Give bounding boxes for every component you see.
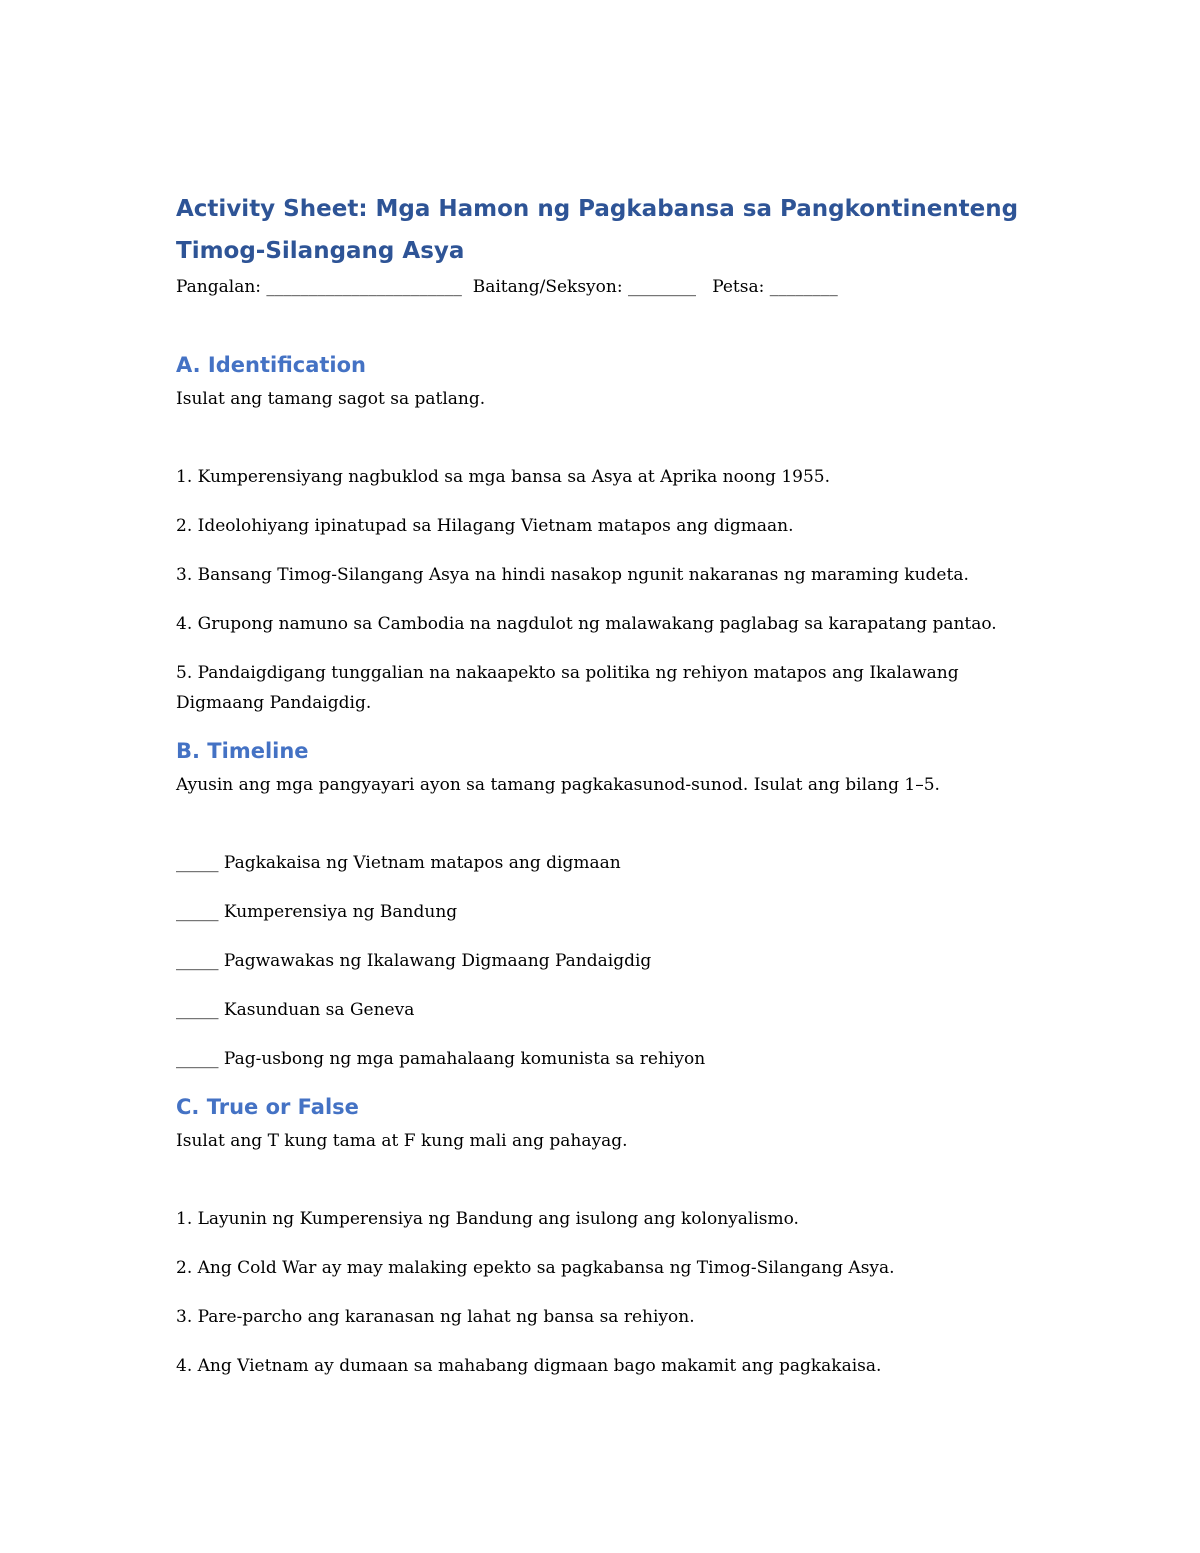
section-identification [176, 350, 1026, 718]
section-instruction: Isulat ang tamang sagot sa patlang. [176, 389, 486, 409]
student-info-line: Pangalan: _______________________ Baitang/Seksyon: ________ Petsa: ________ [176, 277, 838, 297]
list-item: 2. Ideolohiyang ipinatupad sa Hilagang Vietnam matapos ang digmaan. [176, 516, 794, 536]
section-timeline [176, 736, 1026, 1074]
list-item: 5. Pandaigdigang tunggalian na nakaapekto sa politika ng rehiyon matapos ang Ikalawang Digmaang Pandaigdig. [176, 663, 959, 713]
list-item: 3. Pare-parcho ang karanasan ng lahat ng bansa sa rehiyon. [176, 1307, 695, 1327]
section-instruction: Isulat ang T kung tama at F kung mali ang pahayag. [176, 1131, 628, 1151]
section-heading: B. Timeline [176, 739, 309, 763]
list-item: 1. Layunin ng Kumperensiya ng Bandung ang isulong ang kolonyalismo. [176, 1209, 799, 1229]
list-item: 3. Bansang Timog-Silangang Asya na hindi nasakop ngunit nakaranas ng maraming kudeta. [176, 565, 969, 585]
list-item: 4. Ang Vietnam ay dumaan sa mahabang digmaan bago makamit ang pagkakaisa. [176, 1356, 882, 1376]
list-item: 1. Kumperensiyang nagbuklod sa mga bansa sa Asya at Aprika noong 1955. [176, 467, 830, 487]
list-item: _____ Pagwawakas ng Ikalawang Digmaang Pandaigdig [176, 951, 652, 971]
document-title: Activity Sheet: Mga Hamon ng Pagkabansa sa Pangkontinenteng Timog-Silangang Asya [176, 196, 1019, 264]
list-item: _____ Pag-usbong ng mga pamahalaang komunista sa rehiyon [176, 1049, 706, 1069]
section-instruction: Ayusin ang mga pangyayari ayon sa tamang pagkakasunod-sunod. Isulat ang bilang 1–5. [176, 775, 940, 795]
list-item: _____ Kumperensiya ng Bandung [176, 902, 458, 922]
worksheet-page [176, 188, 1026, 1381]
list-item: 2. Ang Cold War ay may malaking epekto sa pagkabansa ng Timog-Silangang Asya. [176, 1258, 895, 1278]
section-heading: A. Identification [176, 353, 367, 377]
list-item: 4. Grupong namuno sa Cambodia na nagdulot ng malawakang paglabag sa karapatang pantao. [176, 614, 997, 634]
list-item: _____ Pagkakaisa ng Vietnam matapos ang digmaan [176, 853, 621, 873]
section-heading: C. True or False [176, 1095, 359, 1119]
list-item: _____ Kasunduan sa Geneva [176, 1000, 415, 1020]
section-true-or-false [176, 1092, 1026, 1381]
